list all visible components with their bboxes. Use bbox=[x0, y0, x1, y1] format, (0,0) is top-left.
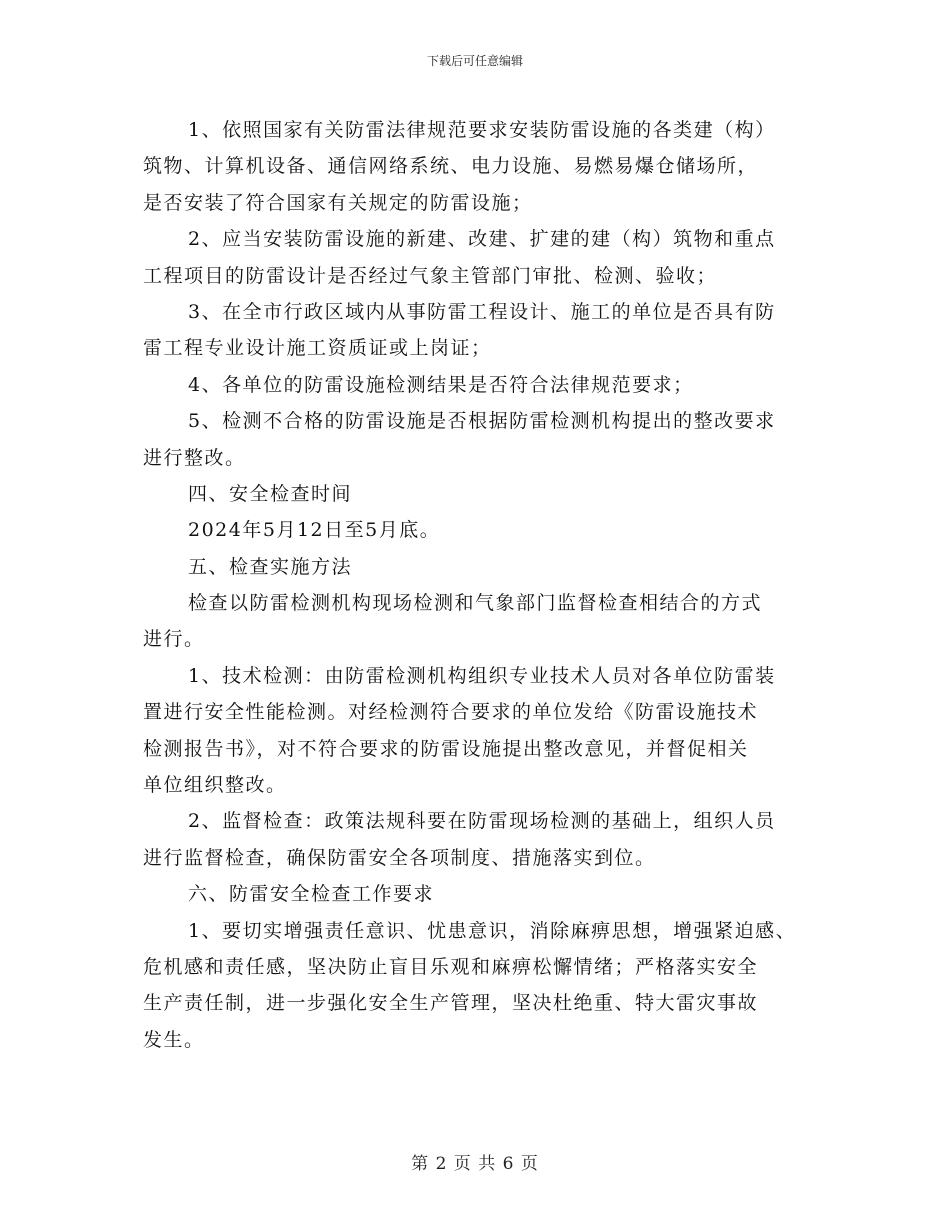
paragraph bbox=[143, 512, 823, 548]
text-line: 发生。 bbox=[143, 1028, 205, 1051]
text-line: 检查以防雷检测机构现场检测和气象部门监督检查相结合的方式 bbox=[188, 592, 763, 615]
text-line: 进行。 bbox=[143, 628, 205, 651]
text-line: 工程项目的防雷设计是否经过气象主管部门审批、检测、验收； bbox=[143, 264, 718, 287]
document-body bbox=[143, 112, 823, 1058]
footer-page-number: 2 bbox=[435, 1154, 448, 1174]
text-line: 2、监督检查：政策法规科要在防雷现场检测的基础上，组织人员 bbox=[188, 810, 776, 833]
paragraph bbox=[143, 803, 823, 876]
paragraph bbox=[143, 876, 823, 912]
text-line: 5、检测不合格的防雷设施是否根据防雷检测机构提出的整改要求 bbox=[188, 410, 776, 433]
text-line: 检测报告书》，对不符合要求的防雷设施提出整改意见，并督促相关 bbox=[143, 737, 749, 760]
text-line: 进行整改。 bbox=[143, 446, 246, 469]
page-header: 下载后可任意编辑 bbox=[426, 54, 523, 68]
paragraph bbox=[143, 221, 823, 294]
text-line: 4、各单位的防雷设施检测结果是否符合法律规范要求； bbox=[188, 373, 694, 396]
text-line: 四、安全检查时间 bbox=[188, 482, 353, 505]
paragraph bbox=[143, 403, 823, 476]
text-line: 2、应当安装防雷设施的新建、改建、扩建的建（构）筑物和重点 bbox=[188, 228, 776, 251]
text-line: 危机感和责任感，坚决防止盲目乐观和麻痹松懈情绪；严格落实安全 bbox=[143, 955, 759, 978]
footer-middle: 页 共 bbox=[453, 1154, 497, 1174]
paragraph bbox=[143, 549, 823, 585]
text-line: 置进行安全性能检测。对经检测符合要求的单位发给《防雷设施技术 bbox=[143, 701, 759, 724]
text-line: 生产责任制，进一步强化安全生产管理，坚决杜绝重、特大雷灾事故 bbox=[143, 992, 759, 1015]
text-line: 1、依照国家有关防雷法律规范要求安装防雷设施的各类建（构） bbox=[188, 119, 776, 141]
footer-total-pages: 6 bbox=[502, 1154, 515, 1174]
text-line: 1、技术检测：由防雷检测机构组织专业技术人员对各单位防雷装 bbox=[188, 664, 776, 687]
paragraph bbox=[143, 585, 823, 658]
page-footer bbox=[0, 1152, 950, 1176]
paragraph bbox=[143, 476, 823, 512]
text-line: 单位组织整改。 bbox=[143, 774, 287, 797]
footer-prefix: 第 bbox=[411, 1154, 430, 1174]
text-line: 1、要切实增强责任意识、忧患意识，消除麻痹思想，增强紧迫感、 bbox=[188, 919, 797, 942]
paragraph bbox=[143, 658, 823, 804]
text-line: 五、检查实施方法 bbox=[188, 555, 353, 578]
paragraph bbox=[143, 294, 823, 367]
text-line: 雷工程专业设计施工资质证或上岗证； bbox=[143, 337, 492, 360]
footer-suffix: 页 bbox=[520, 1154, 539, 1174]
text-line: 2024年5月12日至5月底。 bbox=[188, 519, 441, 542]
text-line: 六、防雷安全检查工作要求 bbox=[188, 883, 435, 906]
text-line: 是否安装了符合国家有关规定的防雷设施； bbox=[143, 191, 533, 214]
text-line: 3、在全市行政区域内从事防雷工程设计、施工的单位是否具有防 bbox=[188, 300, 776, 323]
text-line: 进行监督检查，确保防雷安全各项制度、措施落实到位。 bbox=[143, 846, 656, 869]
text-line: 筑物、计算机设备、通信网络系统、电力设施、易燃易爆仓储场所， bbox=[143, 155, 759, 178]
paragraph bbox=[143, 367, 823, 403]
paragraph bbox=[143, 112, 823, 221]
paragraph bbox=[143, 913, 823, 1059]
